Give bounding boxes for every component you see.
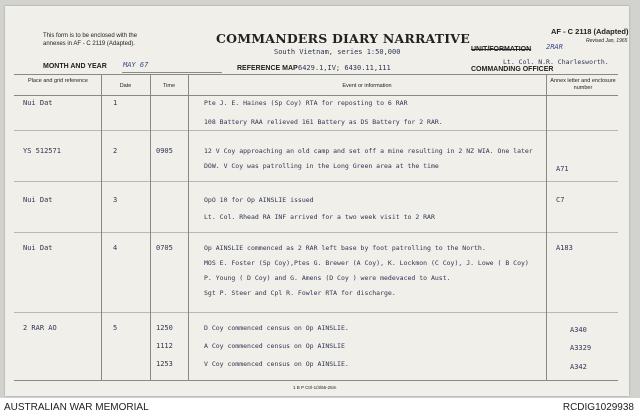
row-event: 12 V Coy approaching an old camp and set off a mine resulting in 2 NZ WIA. One later: [204, 147, 533, 155]
row-annex: A340: [570, 326, 587, 334]
map-series: South Vietnam, series 1:50,000: [274, 48, 401, 56]
row-separator: [14, 130, 618, 131]
row-date: 3: [113, 196, 118, 204]
col-header-place: Place and grid reference: [28, 78, 88, 84]
row-event: Sgt P. Steer and Cpl R. Fowler RTA for discharge.: [204, 289, 396, 297]
diary-page: [5, 6, 629, 396]
table-header-border: [14, 95, 618, 96]
row-date: 5: [113, 324, 118, 332]
page-title: COMMANDERS DIARY NARRATIVE: [216, 31, 470, 46]
row-place: Nui Dat: [23, 196, 53, 204]
row-annex: A342: [570, 363, 587, 371]
record-id: RCDIG1029938: [562, 402, 634, 413]
co-value: Lt. Col. N.R. Charlesworth.: [503, 58, 609, 66]
row-event: Lt. Col. Rhead RA INF arrived for a two week visit to 2 RAR: [204, 213, 435, 221]
row-place: 2 RAR AO: [23, 324, 57, 332]
row-date: 2: [113, 147, 118, 155]
table-bottom-border: [14, 380, 618, 381]
col-header-time: Time: [162, 83, 176, 89]
archive-name: AUSTRALIAN WAR MEMORIAL: [4, 402, 149, 413]
col-divider-1: [101, 74, 102, 380]
row-separator: [14, 181, 618, 182]
unit-label: UNIT/FORMATION: [471, 46, 532, 53]
archive-footer: [0, 398, 640, 417]
row-annex: C7: [556, 196, 565, 204]
form-revised: Revised Jan, 1965: [586, 38, 628, 44]
row-date: 1: [113, 99, 118, 107]
row-annex: A183: [556, 244, 573, 252]
unit-value: 2RAR: [546, 43, 563, 51]
form-note-line1: This form is to be enclosed with the: [43, 33, 138, 39]
row-event: D Coy commenced census on Op AINSLIE.: [204, 324, 349, 332]
row-place: Nui Dat: [23, 244, 53, 252]
col-divider-3: [188, 74, 189, 380]
map-label: REFERENCE MAP: [237, 65, 298, 72]
print-code: 1 B P Ctrl-1/3/65-25m: [293, 385, 337, 390]
row-annex: A71: [556, 165, 569, 173]
row-annex: A3329: [570, 344, 592, 352]
row-event: OpO 10 for Op AINSLIE issued: [204, 196, 314, 204]
header-underline-month: [122, 72, 222, 73]
row-separator: [14, 232, 618, 233]
row-time: 0905: [156, 147, 173, 155]
col-header-date: Date: [119, 83, 132, 89]
col-divider-4: [546, 74, 547, 380]
row-event: V Coy commenced census on Op AINSLIE.: [204, 360, 349, 368]
month-value: MAY 67: [123, 61, 149, 69]
row-place: YS 512571: [23, 147, 61, 155]
co-label: COMMANDING OFFICER: [471, 66, 554, 73]
row-date: 4: [113, 244, 118, 252]
row-separator: [14, 312, 618, 313]
form-note-line2: annexes in AF - C 2119 (Adapted).: [43, 41, 135, 47]
col-divider-2: [150, 74, 151, 380]
col-header-annex: Annex letter and enclosure number: [550, 78, 616, 91]
map-value: 6429.1,IV; 6430.11,111: [298, 64, 391, 72]
row-time: 1250: [156, 324, 173, 332]
row-time: 0705: [156, 244, 173, 252]
row-event: Op AINSLIE commenced as 2 RAR left base by foot patrolling to the North.: [204, 244, 486, 252]
row-event: 108 Battery RAA relieved 161 Battery as DS Battery for 2 RAR.: [204, 118, 443, 126]
row-time: 1112: [156, 342, 173, 350]
month-label: MONTH AND YEAR: [43, 63, 107, 70]
form-id: AF - C 2118 (Adapted): [551, 27, 629, 36]
row-event: P. Young ( D Coy) and G. Amens (D Coy ) were medevaced to Aust.: [204, 274, 451, 282]
row-event: Pte J. E. Haines (Sp Coy) RTA for reposting to 6 RAR: [204, 99, 408, 107]
row-event: A Coy commenced census on Op AINSLIE: [204, 342, 345, 350]
row-event: DOW. V Coy was patrolling in the Long Green area at the time: [204, 162, 439, 170]
row-event: MOS E. Foster (Sp Coy),Ptes G. Brewer (A Coy), K. Lockmon (C Coy), J. Lowe ( B Coy): [204, 259, 529, 267]
row-time: 1253: [156, 360, 173, 368]
row-place: Nui Dat: [23, 99, 53, 107]
table-top-border: [14, 74, 618, 75]
col-header-event: Event or information: [342, 83, 392, 89]
